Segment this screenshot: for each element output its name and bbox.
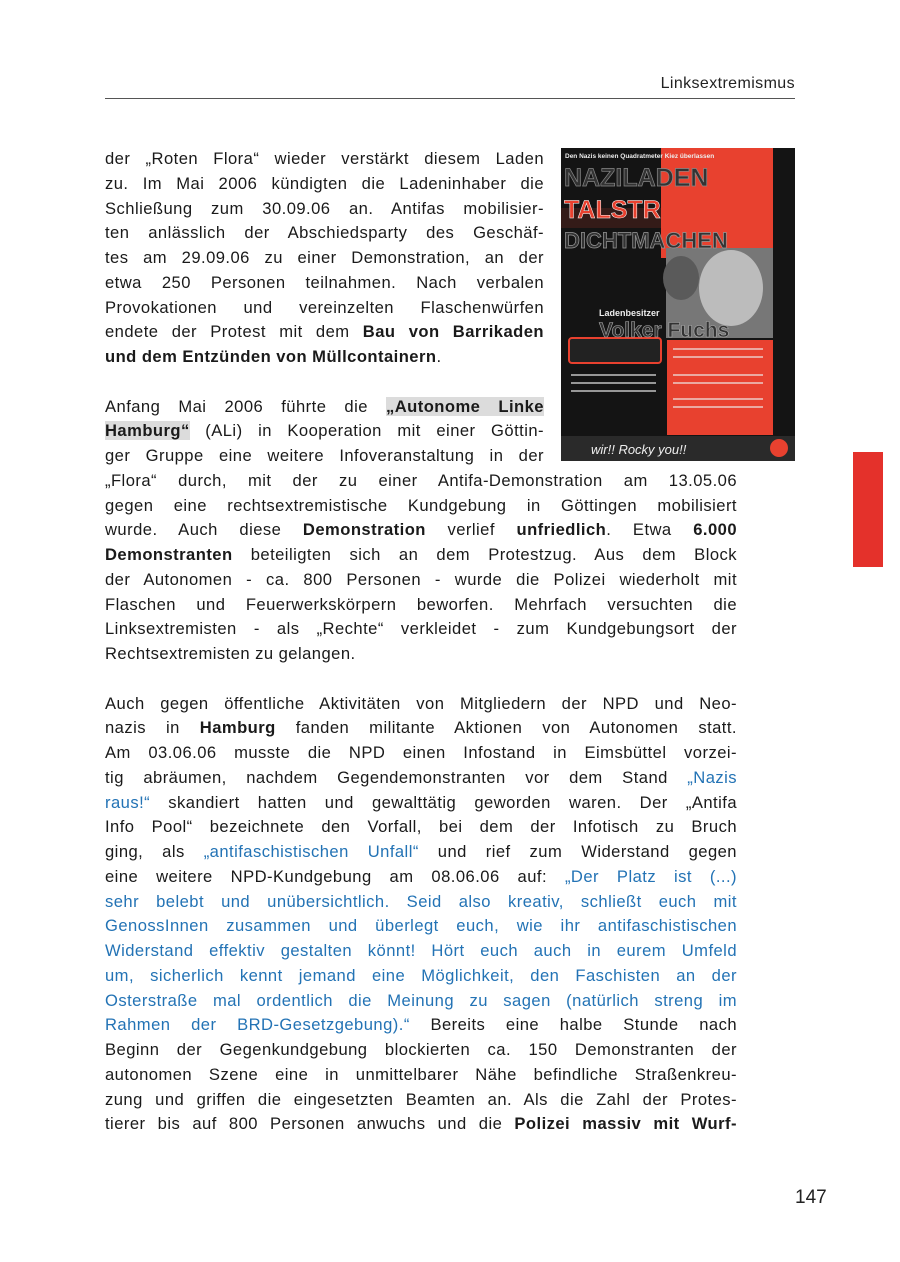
text-line [105, 221, 544, 246]
emphasis-text: Hamburg [199, 718, 276, 738]
text-line [105, 320, 544, 345]
text-segment: Beginn der Gegenkundgebung blockierten ca. 150 Demonstranten der [105, 1040, 737, 1059]
text-line [105, 395, 544, 420]
text-line [105, 1063, 737, 1088]
text-segment: fanden militante Aktionen von Autonomen statt. [275, 718, 737, 738]
text-line [105, 1038, 737, 1063]
text-segment: der Autonomen - ca. 800 Personen - wurde die Polizei wiederholt mit [105, 569, 737, 589]
text-segment: Rechtsextremisten zu gelangen. [105, 644, 356, 663]
text-segment: wurde. Auch diese [105, 520, 303, 540]
text-segment: endete der Protest mit dem [105, 322, 363, 342]
text-line [105, 593, 737, 618]
text-line [105, 939, 737, 964]
text-line [105, 147, 544, 172]
running-header: Linksextremismus [660, 75, 795, 92]
paragraph-1 [105, 147, 737, 370]
text-segment: ten anlässlich der Abschiedsparty des Geschäf- [105, 223, 544, 243]
text-segment: tierer bis auf 800 Personen anwuchs und die [105, 1114, 515, 1134]
quote-text: um, sicherlich kennt jemand eine Möglichkeit, den Faschisten an der [105, 965, 737, 985]
paragraph-3 [105, 692, 737, 1138]
text-line [105, 296, 544, 321]
page-number: 147 [795, 1187, 827, 1208]
quote-text: „antifaschistischen Unfall“ [203, 842, 419, 861]
text-segment: Provokationen und vereinzelten Flaschenwürfen [105, 297, 544, 317]
quote-text: raus!“ [105, 792, 151, 812]
poster-graffiti: wir!! Rocky you!! [591, 442, 687, 457]
text-line [105, 1088, 737, 1113]
text-segment: . [436, 347, 442, 366]
emphasis-text: Polizei massiv mit Wurf- [514, 1114, 737, 1134]
text-segment: tes am 29.09.06 zu einer Demonstration, an der [105, 248, 544, 267]
text-line [105, 1013, 737, 1038]
quote-text: GenossInnen zusammen und überlegt euch, wie ihr antifaschistischen [105, 916, 737, 936]
text-line [105, 791, 737, 816]
text-segment: „Flora“ durch, mit der zu einer Antifa-Demonstration am 13.05.06 [105, 470, 737, 490]
poster-headline-1: NAZILADEN [564, 164, 709, 192]
text-line [105, 989, 737, 1014]
text-line [105, 246, 544, 271]
emphasis-text: 6.000 [693, 520, 737, 540]
text-segment: Info Pool“ bezeichnete den Vorfall, bei dem der Infotisch zu Bruch [105, 817, 737, 837]
text-line [105, 568, 737, 593]
text-line [105, 345, 544, 370]
text-segment: und rief zum Widerstand gegen [418, 842, 737, 861]
text-line [105, 815, 737, 840]
text-segment: Auch gegen öffentliche Aktivitäten von Mitgliedern der NPD und Neo- [105, 693, 737, 713]
chapter-tab-marker [853, 452, 883, 567]
paragraph-2-wrap [105, 395, 737, 469]
text-segment: Linksextremisten - als „Rechte“ verkleidet - zum Kundgebungsort der [105, 619, 737, 639]
text-segment: tig abräumen, nachdem Gegendemonstranten vor dem Stand [105, 767, 688, 787]
emphasis-text: und dem Entzünden von Müllcontainern [105, 347, 437, 366]
text-line [105, 741, 737, 766]
emphasis-text: Hamburg“ [105, 421, 190, 441]
quote-text: Osterstraße mal ordentlich die Meinung zu sagen (natürlich streng im [105, 990, 737, 1010]
poster-top-line: Den Nazis keinen Quadratmeter Kiez überlassen [565, 153, 715, 160]
text-line [105, 766, 737, 791]
quote-text: Widerstand effektiv gestalten könnt! Hört euch auch in eurem Umfeld [105, 941, 737, 960]
poster-caption-small: Ladenbesitzer [599, 308, 660, 318]
quote-text: Rahmen der BRD-Gesetzgebung).“ [105, 1015, 410, 1035]
text-segment: eine weitere NPD-Kundgebung am 08.06.06 auf: [105, 866, 565, 886]
text-segment: gegen eine rechtsextremistische Kundgebung in Göttingen mobilisiert [105, 495, 737, 515]
text-segment: Flaschen und Feuerwerkskörpern beworfen. Mehrfach versuchten die [105, 594, 737, 614]
body-text [105, 147, 737, 1137]
quote-text: „Nazis [687, 767, 737, 787]
text-line [105, 271, 544, 296]
quote-text: sehr belebt und unübersichtlich. Seid also kreativ, schließt euch mit [105, 891, 737, 911]
emphasis-text: Demonstranten [105, 545, 233, 564]
text-segment: beteiligten sich an dem Protestzug. Aus dem Block [232, 545, 737, 564]
poster-headline-2: TALSTR [564, 196, 661, 224]
text-line [105, 444, 544, 469]
text-segment: zung und griffen die eingesetzten Beamten an. Als die Zahl der Protes- [105, 1089, 737, 1109]
emphasis-text: unfriedlich [516, 520, 607, 540]
text-line [105, 865, 737, 890]
text-line [105, 197, 544, 222]
text-segment: Anfang Mai 2006 führte die [105, 396, 386, 416]
text-line [105, 692, 737, 717]
text-segment: Schließung zum 30.09.06 an. Antifas mobilisier- [105, 198, 544, 218]
emphasis-text: „Autonome Linke [385, 396, 544, 416]
text-segment: . Etwa [606, 520, 694, 540]
text-line [105, 890, 737, 915]
text-segment: zu. Im Mai 2006 kündigten die Ladeninhaber die [105, 173, 544, 193]
text-line [105, 840, 737, 865]
text-line [105, 419, 544, 444]
text-line [105, 469, 737, 494]
quote-text: „Der Platz ist (...) [564, 866, 737, 886]
poster-headline-3: DICHTMACHEN [564, 228, 728, 253]
text-segment: verlief [425, 520, 517, 540]
text-segment: etwa 250 Personen teilnahmen. Nach verbalen [105, 272, 544, 292]
text-line [105, 1112, 737, 1137]
text-segment: ger Gruppe eine weitere Infoveranstaltung in der [105, 446, 544, 465]
text-segment: (ALi) in Kooperation mit einer Göttin- [189, 421, 544, 441]
header-rule [105, 98, 795, 99]
text-segment: der „Roten Flora“ wieder verstärkt diesem Laden [105, 149, 544, 168]
emphasis-text: Demonstration [302, 520, 426, 540]
text-line [105, 716, 737, 741]
emphasis-text: Bau von Barrikaden [362, 322, 544, 342]
poster-caption-name: Volker Fuchs [599, 319, 730, 342]
text-segment: autonomen Szene eine in unmittelbarer Nähe befindliche Straßenkreu- [105, 1064, 737, 1084]
text-segment: skandiert hatten und gewalttätig geworden waren. Der „Antifa [150, 792, 737, 812]
text-segment: ging, als [105, 842, 204, 861]
text-line [105, 518, 737, 543]
text-segment: Bereits eine halbe Stunde nach [409, 1015, 737, 1035]
text-segment: Am 03.06.06 musste die NPD einen Infostand in Eimsbüttel vorzei- [105, 743, 737, 762]
text-line [105, 494, 737, 519]
text-line [105, 964, 737, 989]
text-line [105, 617, 737, 642]
text-line [105, 642, 737, 667]
text-segment: nazis in [105, 718, 200, 738]
text-line [105, 914, 737, 939]
paragraph-2 [105, 469, 737, 667]
text-line [105, 172, 544, 197]
text-line [105, 543, 737, 568]
